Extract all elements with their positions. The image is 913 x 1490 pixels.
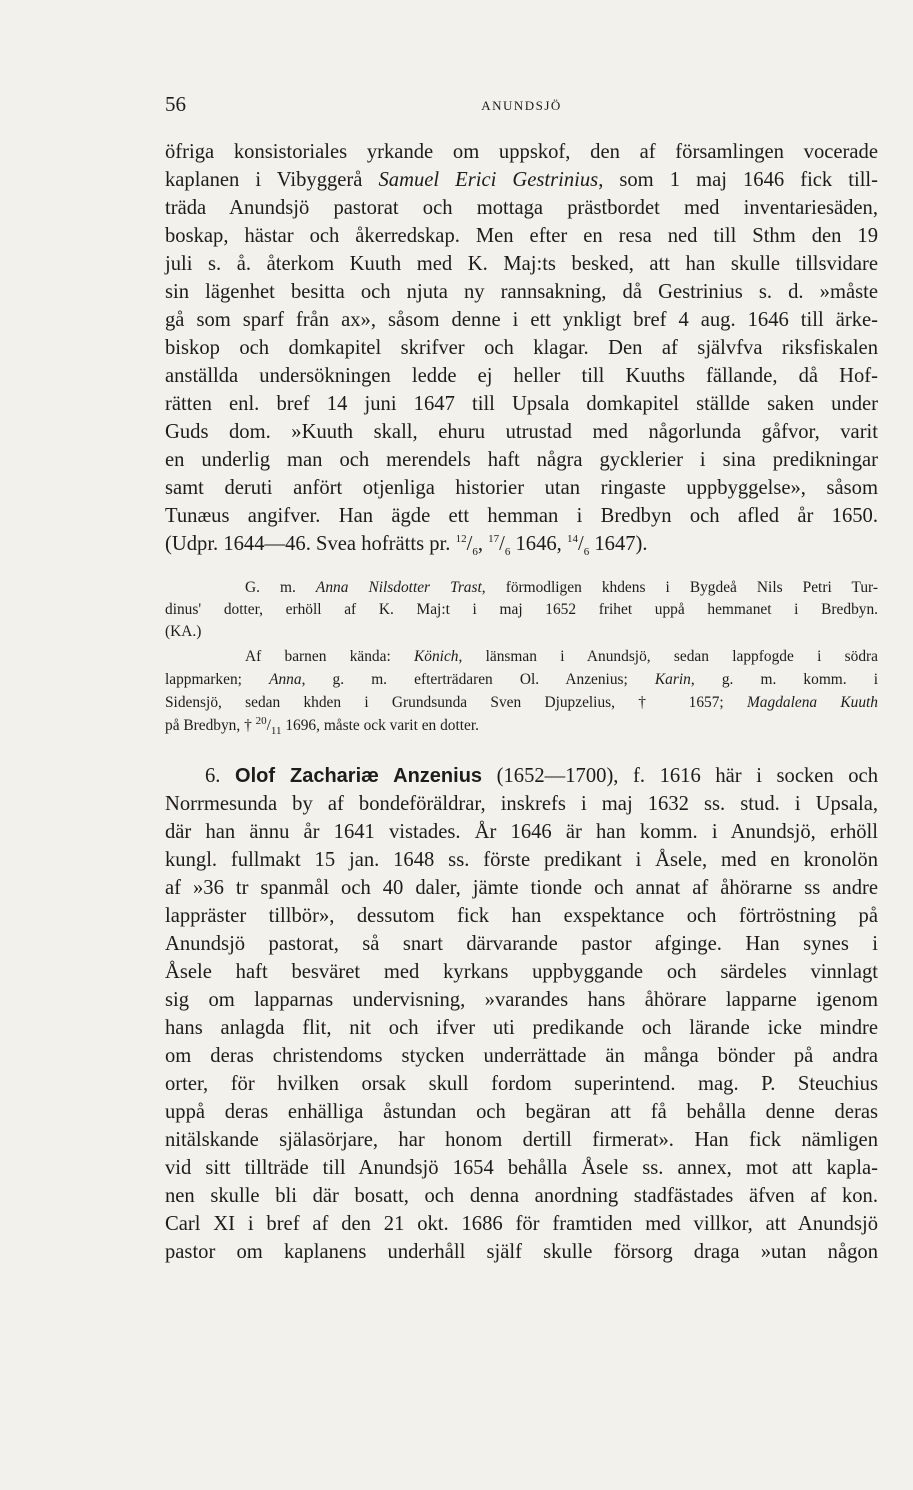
text-line: boskap, hästar och åkerredskap. Men efter en resa ned till Sthm den 19	[165, 225, 878, 247]
entry-name: Olof Zachariæ Anzenius	[235, 765, 483, 787]
date-day: 17	[488, 533, 500, 546]
text-line: Norrmesunda by af bondeföräldrar, inskrefs i maj 1632 ss. stud. i Upsala,	[165, 793, 878, 815]
footnote-line	[165, 692, 878, 714]
text-line: öfriga konsistoriales yrkande om uppskof, den af församlingen vocerade	[165, 141, 878, 163]
text-line: nitälskande själasörjare, har honom dertill firmerat». Han fick nämligen	[165, 1129, 878, 1151]
text-span: 1647).	[589, 533, 648, 555]
person-name: Magdalena Kuuth	[746, 694, 878, 711]
text-line: orter, för hvilken orsak skull fordom superintend. mag. P. Steuchius	[165, 1073, 878, 1095]
text-line: rätten enl. bref 14 juni 1647 till Upsala domkapitel ställde saken under	[165, 393, 878, 415]
text-line: Tunæus angifver. Han ägde ett hemman i Bredbyn och afled år 1650.	[165, 505, 878, 527]
entry-number: 6.	[205, 765, 236, 787]
text-line: sin lägenhet besitta och njuta ny rannsakning, då Gestrinius s. d. »måste	[165, 281, 878, 303]
date-month: 6	[583, 546, 590, 559]
text-line: (Udpr. 1644—46. Svea hofrätts pr. $^{12}/_6$, $^{17}/_6$ 1646, $^{14}/_6$ 1647).	[165, 533, 648, 559]
text-line: hans anlagda flit, nit och ifver uti predikande och lärande icke mindre	[165, 1017, 878, 1039]
text-line: där han ännu år 1641 vistades. År 1646 är han komm. i Anundsjö, erhöll	[165, 821, 878, 843]
text-line: vid sitt tillträde till Anundsjö 1654 behålla Åsele ss. annex, mot att kapla-	[165, 1157, 878, 1179]
date-day: 14	[566, 533, 578, 546]
text-span: (1652—1700), f. 1616 här i socken och	[482, 765, 878, 787]
footnote-line	[165, 646, 878, 668]
text-span: (Udpr. 1644—46. Svea hofrätts pr.	[165, 533, 456, 555]
text-span: G. m.	[245, 579, 316, 596]
text-span: ,	[477, 533, 489, 555]
person-name: Karin	[654, 671, 691, 688]
running-title: ANUNDSJÖ	[481, 98, 562, 113]
text-line: juli s. å. återkom Kuuth med K. Maj:ts besked, att han skulle tillsvidare	[165, 253, 878, 275]
text-span: 1696, måste ock varit en dotter.	[281, 717, 479, 734]
text-line: kungl. fullmakt 15 jan. 1648 ss. förste predikant i Åsele, med en kronolön	[165, 849, 878, 871]
page-header	[165, 92, 878, 122]
text-span: , länsman i Anundsjö, sedan lappfogde i södra	[458, 648, 878, 665]
text-line: om deras christendoms stycken underrättade än många bönder på andra	[165, 1045, 878, 1067]
person-name: Samuel Erici Gestrinius	[378, 169, 599, 191]
text-span: Af barnen kända:	[245, 648, 415, 665]
text-line: Anundsjö pastorat, så snart därvarande pastor afginge. Han synes i	[165, 933, 878, 955]
page-number: 56	[165, 92, 186, 116]
footnote-line: dinus' dotter, erhöll af K. Maj:t i maj 1652 frihet uppå hemmanet i Bredbyn.	[165, 601, 878, 618]
footnote-line	[165, 669, 878, 691]
footnote-line	[165, 577, 878, 599]
text-line: gå som sparf från ax», såsom denne i ett ynkligt bref 4 aug. 1646 till ärke-	[165, 309, 878, 331]
text-line: Carl XI i bref af den 21 okt. 1686 för framtiden med villkor, att Anundsjö	[165, 1213, 878, 1235]
text-line	[165, 762, 878, 790]
text-line: biskop och domkapitel skrifver och klagar. Den af självfva riksfiskalen	[165, 337, 878, 359]
text-line: uppå deras enhälliga åstundan och begäran att få behålla denne deras	[165, 1101, 878, 1123]
person-name: Anna Nilsdotter Trast	[315, 579, 482, 596]
person-name: Könich	[414, 648, 459, 665]
date-day: 12	[455, 533, 467, 546]
text-span: på Bredbyn, †	[165, 717, 256, 734]
text-line: lappräster tillbör», dessutom fick han exspektance och förtröstning på	[165, 905, 878, 927]
date-month: 6	[504, 546, 511, 559]
text-span: , som 1 maj 1646 fick till-	[598, 169, 879, 191]
footnote-line: (KA.)	[165, 623, 202, 640]
text-line: en underlig man och merendels haft några gycklerier i sina predikningar	[165, 449, 878, 471]
text-span: Sidensjö, sedan khden i Grundsunda Sven Djupzelius, † 1657;	[165, 694, 747, 711]
date-month: 11	[270, 725, 282, 738]
text-line: Guds dom. »Kuuth skall, ehuru utrustad med någorlunda gåfvor, varit	[165, 421, 878, 443]
date-day: 20	[255, 714, 267, 727]
text-span: , förmodligen khdens i Bygdeå Nils Petri Tur-	[481, 579, 878, 596]
text-line: pastor om kaplanens underhåll själf skulle försorg draga »utan någon	[165, 1241, 878, 1263]
text-line: samt deruti anfört otjenliga historier utan ringaste uppbyggelse», såsom	[165, 477, 878, 499]
text-line: anställda undersökningen ledde ej heller till Kuuths fällande, då Hof-	[165, 365, 878, 387]
text-span: lappmarken;	[165, 671, 270, 688]
text-span: 1646,	[510, 533, 567, 555]
text-span: , g. m. efterträdaren Ol. Anzenius;	[301, 671, 655, 688]
footnote-line: på Bredbyn, † $^{20}/_{11}$ 1696, måste ock varit en dotter.	[165, 714, 479, 738]
text-span: kaplanen i Vibyggerå	[165, 169, 379, 191]
person-name: Anna	[269, 671, 302, 688]
text-line: sig om lapparnas undervisning, »varandes hans åhörare lapparne igenom	[165, 989, 878, 1011]
text-line	[165, 166, 878, 194]
text-line: nen skulle bli där bosatt, och denna anordning stadfästades äfven af kon.	[165, 1185, 878, 1207]
text-line: af »36 tr spanmål och 40 daler, jämte tionde och annat af åhörarne ss andre	[165, 877, 878, 899]
text-line: träda Anundsjö pastorat och mottaga prästbordet med inventariesäden,	[165, 197, 878, 219]
date-month: 6	[472, 546, 478, 559]
text-span: , g. m. komm. i	[690, 671, 879, 688]
text-line: Åsele haft besväret med kyrkans uppbyggande och särdeles vinnlagt	[165, 961, 878, 983]
